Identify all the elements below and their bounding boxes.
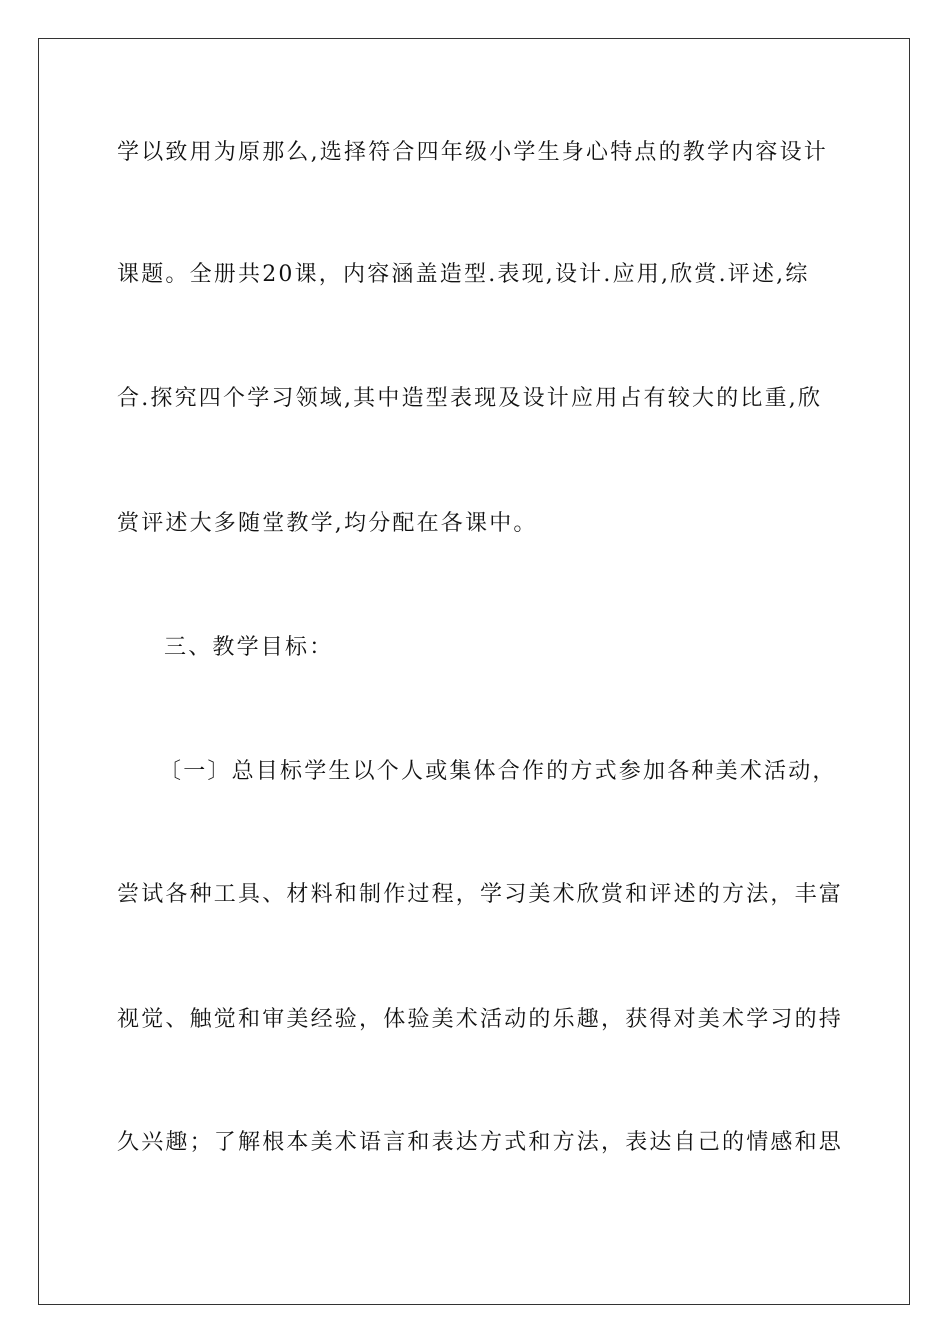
paragraph-line-6: 〔一〕总目标学生以个人或集体合作的方式参加各种美术活动， <box>159 759 837 784</box>
page-border <box>38 38 910 1305</box>
section-heading: 三、教学目标： <box>164 635 334 660</box>
paragraph-line-8: 视觉、触觉和审美经验，体验美术活动的乐趣，获得对美术学习的持 <box>117 1007 844 1032</box>
paragraph-line-7: 尝试各种工具、材料和制作过程，学习美术欣赏和评述的方法，丰富 <box>117 882 844 907</box>
paragraph-line-2: 课题。全册共20课，内容涵盖造型.表现,设计.应用,欣赏.评述,综 <box>117 262 810 287</box>
paragraph-line-3: 合.探究四个学习领域,其中造型表现及设计应用占有较大的比重,欣 <box>117 386 823 411</box>
paragraph-line-1: 学以致用为原那么,选择符合四年级小学生身心特点的教学内容设计 <box>117 140 828 165</box>
paragraph-line-9: 久兴趣；了解根本美术语言和表达方式和方法，表达自己的情感和思 <box>117 1130 844 1155</box>
paragraph-line-4: 赏评述大多随堂教学,均分配在各课中。 <box>117 511 538 536</box>
